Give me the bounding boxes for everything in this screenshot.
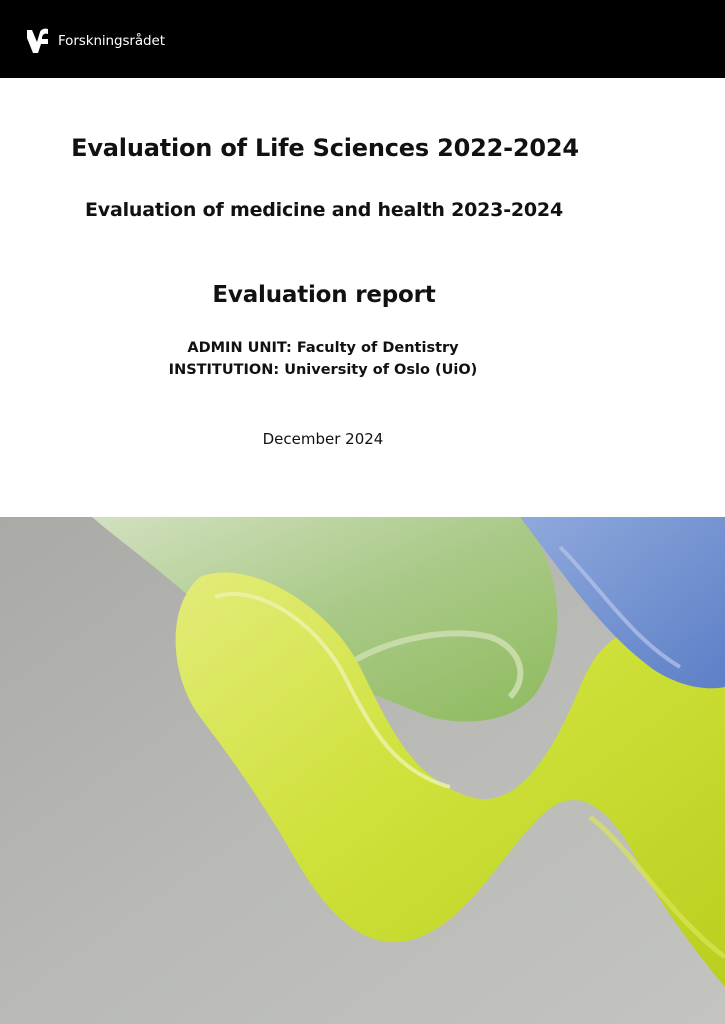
report-date: December 2024 bbox=[262, 430, 384, 448]
forskningsradet-logo-icon bbox=[26, 28, 50, 54]
header-bar bbox=[0, 0, 725, 78]
brand-logo[interactable] bbox=[26, 28, 165, 54]
brand-name: Forskningsrådet bbox=[58, 33, 165, 49]
report-type: Evaluation report bbox=[212, 282, 436, 308]
report-subtitle: Evaluation of medicine and health 2023-2024 bbox=[85, 199, 563, 221]
admin-unit: ADMIN UNIT: Faculty of Dentistry bbox=[187, 340, 459, 356]
report-title: Evaluation of Life Sciences 2022-2024 bbox=[71, 134, 579, 162]
cover-ribbon-image bbox=[0, 517, 725, 1024]
institution: INSTITUTION: University of Oslo (UiO) bbox=[168, 362, 478, 378]
